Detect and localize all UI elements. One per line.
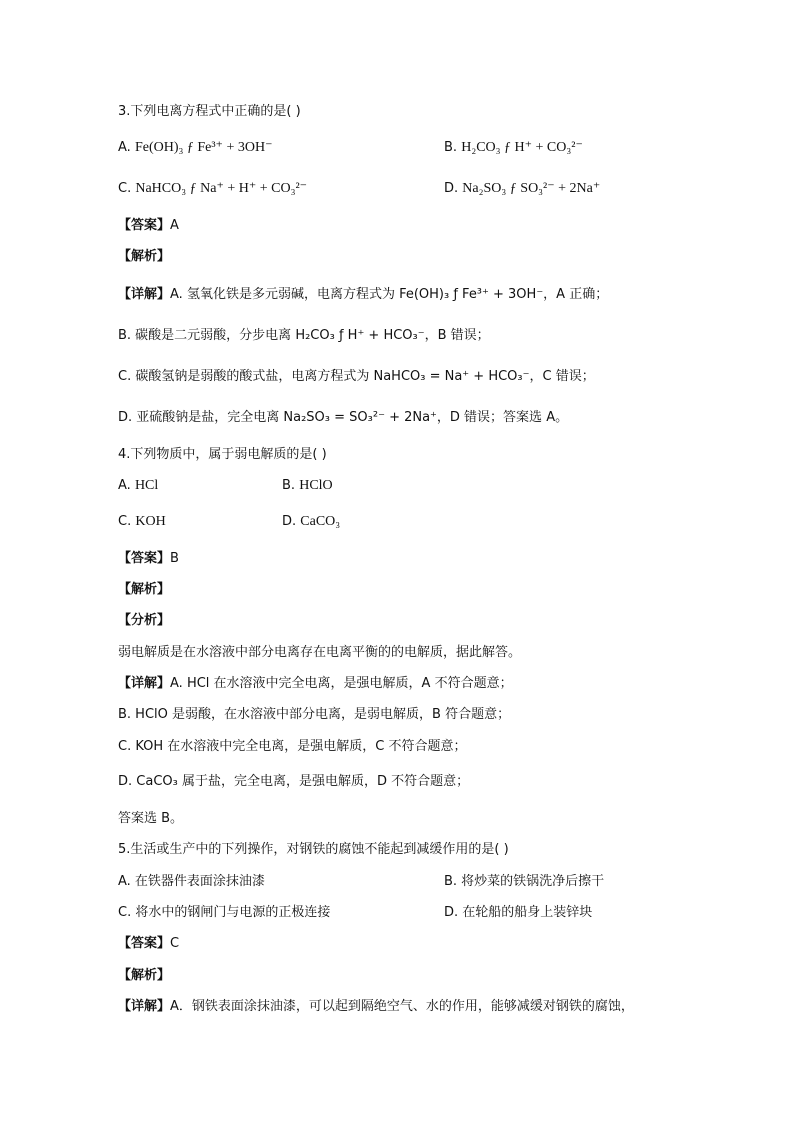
q5-analysis-heading	[118, 967, 170, 985]
q3-option-d	[444, 180, 600, 198]
q3-detail-d: D. 亚硫酸钠是盐，完全电离 Na₂SO₃ = SO₃²⁻ + 2Na⁺，D 错误；答案选 A。	[118, 410, 569, 425]
detail-text: A. 氢氧化铁是多元弱碱，电离方程式为 Fe(OH)₃ ƒ Fe³⁺ + 3OH⁻，A 正确；	[170, 287, 609, 302]
q5-option-b: B. 将炒菜的铁锅洗净后擦干	[444, 874, 605, 889]
answer-tag: 【答案】	[118, 551, 171, 566]
q4-detail-a	[118, 675, 513, 693]
q3-option-a	[118, 139, 272, 157]
q5-answer	[118, 935, 179, 953]
detail-tag: 【详解】	[118, 287, 171, 302]
answer-value: B	[170, 551, 179, 566]
q3-detail-a	[118, 286, 608, 304]
q4-option-a-formula: HCl	[134, 478, 159, 493]
q4-detail-d: D. CaCO₃ 属于盐，完全电离，是强电解质，D 不符合题意；	[118, 774, 470, 789]
analysis-tag: 【解析】	[118, 582, 171, 597]
q4-option-d-formula: CaCO₃	[300, 514, 341, 529]
q4-option-d-label: D.	[282, 514, 297, 529]
q5-stem: 5.生活或生产中的下列操作，对钢铁的腐蚀不能起到减缓作用的是( )	[118, 842, 509, 857]
q3-option-c-formula: NaHCO₃ ƒ Na⁺ + H⁺ + CO₃²⁻	[135, 181, 308, 196]
q4-fenxi-heading	[118, 612, 170, 630]
q3-option-b-formula: H₂CO₃ ƒ H⁺ + CO₃²⁻	[461, 140, 583, 155]
q3-option-d-label: D.	[444, 181, 459, 196]
analysis-tag: 【解析】	[118, 249, 171, 264]
q4-conclusion: 答案选 B。	[118, 811, 184, 826]
q5-option-d: D. 在轮船的船身上装锌块	[444, 905, 593, 920]
q5-option-a: A. 在铁器件表面涂抹油漆	[118, 874, 265, 889]
q4-option-c	[118, 513, 166, 531]
q4-option-a	[118, 477, 158, 495]
q3-option-a-label: A.	[118, 140, 131, 155]
detail-text: A. HCl 在水溶液中完全电离，是强电解质，A 不符合题意；	[170, 676, 513, 691]
q3-option-b-label: B.	[444, 140, 458, 155]
q4-option-c-formula: KOH	[135, 514, 166, 529]
q4-stem: 4.下列物质中，属于弱电解质的是( )	[118, 447, 327, 462]
q4-option-b	[282, 477, 333, 495]
q3-option-c-label: C.	[118, 181, 132, 196]
q3-analysis-heading	[118, 248, 170, 266]
q3-option-d-formula: Na₂SO₃ ƒ SO₃²⁻ + 2Na⁺	[462, 181, 601, 196]
q5-detail-a	[118, 998, 634, 1016]
q3-detail-b: B. 碳酸是二元弱酸，分步电离 H₂CO₃ ƒ H⁺ + HCO₃⁻，B 错误；	[118, 328, 490, 343]
q3-stem: 3.下列电离方程式中正确的是( )	[118, 104, 301, 119]
detail-text: A．钢铁表面涂抹油漆，可以起到隔绝空气、水的作用，能够减缓对钢铁的腐蚀，	[170, 999, 634, 1014]
q4-option-c-label: C.	[118, 514, 132, 529]
detail-tag: 【详解】	[118, 999, 171, 1014]
q4-answer	[118, 550, 179, 568]
q3-answer	[118, 217, 179, 235]
q3-detail-c: C. 碳酸氢钠是弱酸的酸式盐，电离方程式为 NaHCO₃ = Na⁺ + HCO₃⁻，C 错误；	[118, 369, 595, 384]
q4-option-a-label: A.	[118, 478, 131, 493]
q4-detail-b: B. HClO 是弱酸，在水溶液中部分电离，是弱电解质，B 符合题意；	[118, 707, 511, 722]
fenxi-tag: 【分析】	[118, 613, 171, 628]
q4-detail-c: C. KOH 在水溶液中完全电离，是强电解质，C 不符合题意；	[118, 739, 467, 754]
analysis-tag: 【解析】	[118, 968, 171, 983]
q4-option-b-label: B.	[282, 478, 296, 493]
q4-option-d	[282, 513, 340, 531]
answer-value: A	[170, 218, 179, 233]
q4-fenxi-text: 弱电解质是在水溶液中部分电离存在电离平衡的的电解质，据此解答。	[118, 645, 522, 660]
q3-option-b	[444, 139, 583, 157]
answer-tag: 【答案】	[118, 936, 171, 951]
q3-option-c	[118, 180, 307, 198]
q3-option-a-formula: Fe(OH)₃ ƒ Fe³⁺ + 3OH⁻	[134, 140, 273, 155]
detail-tag: 【详解】	[118, 676, 171, 691]
answer-value: C	[170, 936, 180, 951]
q4-analysis-heading	[118, 581, 170, 599]
answer-tag: 【答案】	[118, 218, 171, 233]
q4-option-b-formula: HClO	[299, 478, 333, 493]
q5-option-c: C. 将水中的钢闸门与电源的正极连接	[118, 905, 331, 920]
